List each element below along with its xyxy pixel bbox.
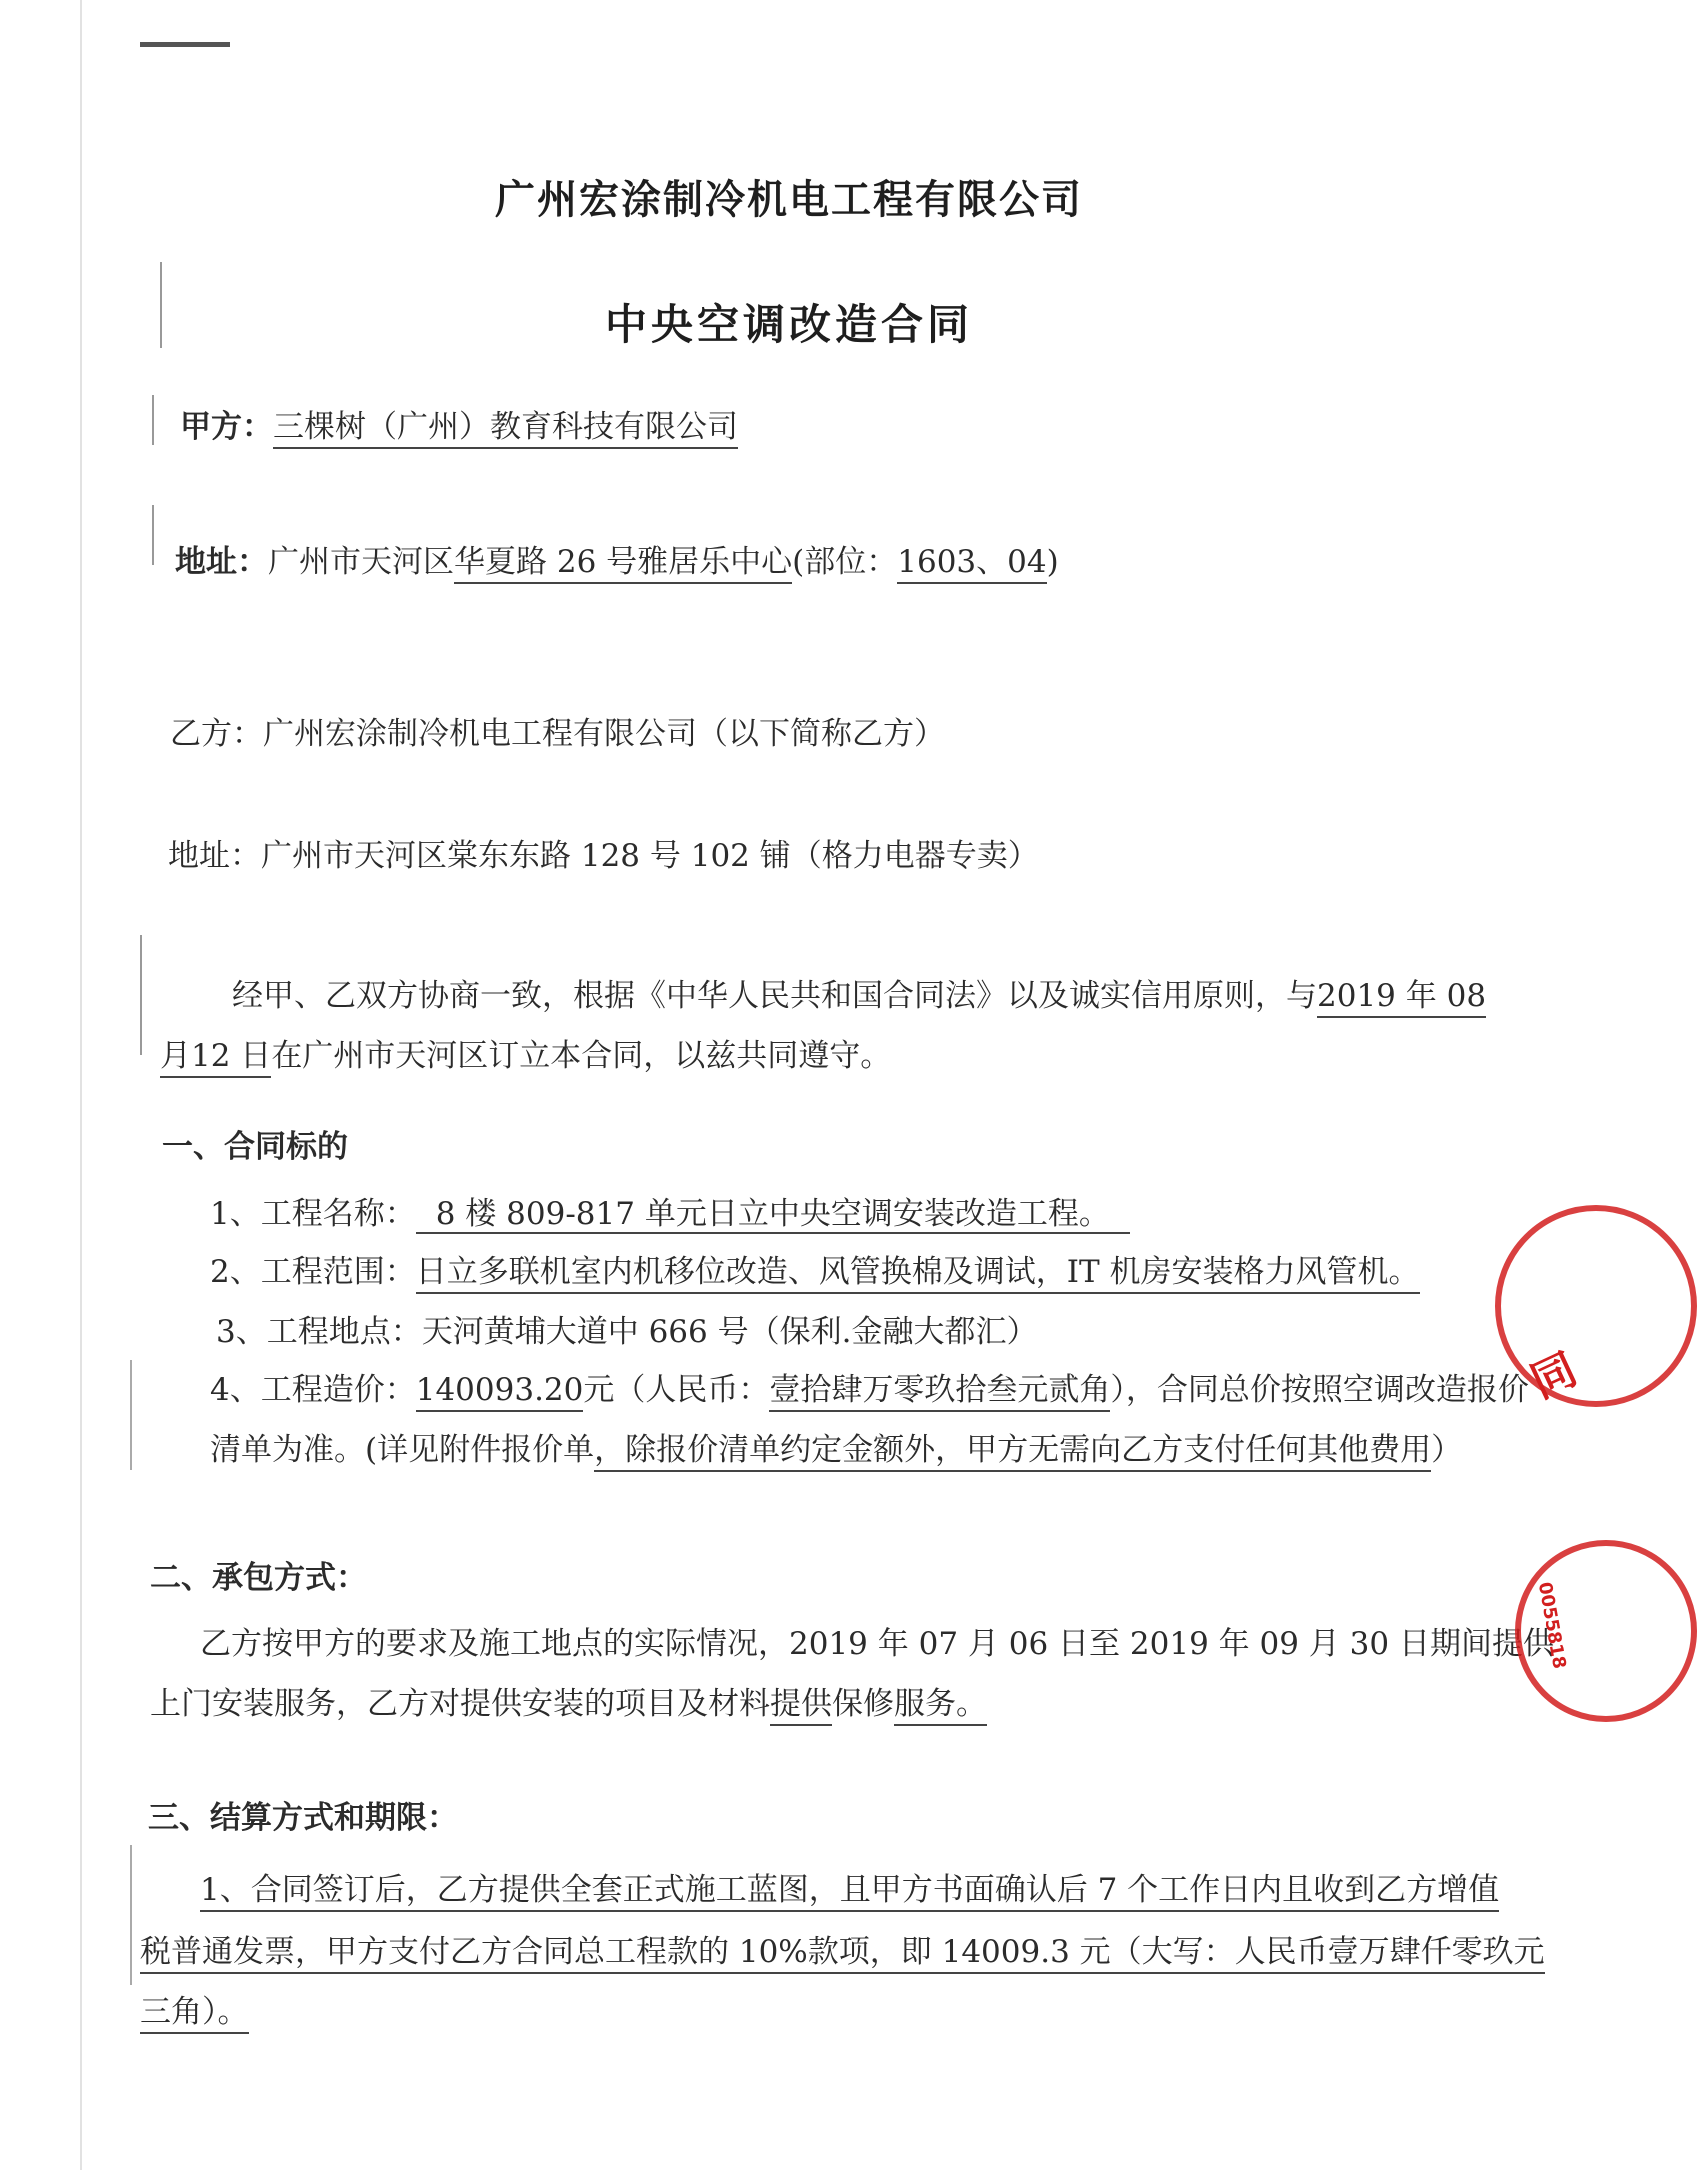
party-a-address-unit: 1603、04 (897, 544, 1046, 584)
scan-mark (140, 42, 230, 47)
party-a-address-street: 华夏路 26 号雅居乐中心 (454, 544, 792, 584)
section3-para1-text3: 三角）。 (140, 1994, 249, 2034)
item4-label: 4、工程造价： (210, 1372, 416, 1408)
party-a-address-prefix: 广州市天河区 (268, 544, 454, 580)
item4-chinese: 壹拾肆万零玖拾叁元贰角 (769, 1372, 1110, 1412)
section2-heading: 二、承包方式： (150, 1560, 367, 1596)
section2-line1: 乙方按甲方的要求及施工地点的实际情况，2019 年 07 月 06 日至 2019 年 09 月 30 日期间提供 (200, 1626, 1554, 1662)
section2-line2b: 提供 (770, 1686, 832, 1726)
item4-text2: ），合同总价按照空调改造报价 (1110, 1372, 1529, 1408)
party-a-address-label: 地址： (175, 544, 268, 580)
section1-item3 (216, 1310, 1037, 1354)
section2-line2d: 服务。 (894, 1686, 987, 1726)
party-a-address-line (175, 540, 1059, 584)
party-a-name: 三棵树（广州）教育科技有限公司 (273, 409, 738, 449)
company-seal-top (1495, 1205, 1697, 1407)
scan-tick (152, 505, 154, 565)
party-a-line (180, 405, 738, 449)
item3-value: 天河黄埔大道中 666 号（保利.金融大都汇） (421, 1314, 1038, 1350)
party-a-address-open: (部位： (792, 544, 898, 580)
scan-tick (130, 1360, 132, 1470)
item2-label: 2、工程范围： (210, 1254, 416, 1290)
section3-para1-line2 (140, 1930, 1545, 1974)
seal-number: 0055818 (1533, 1580, 1570, 1671)
party-b-name: 广州宏涂制冷机电工程有限公司（以下简称乙方） (263, 716, 945, 752)
scan-tick (130, 1845, 132, 1985)
document-title: 中央空调改造合同 (604, 300, 973, 349)
item4-amount: 140093.20 (416, 1372, 584, 1412)
preamble-paragraph (160, 966, 1520, 1086)
section3-heading: 三、结算方式和期限： (148, 1800, 458, 1836)
item4-text1: 元（人民币： (583, 1372, 770, 1408)
item2-value: 日立多联机室内机移位改造、风管换棉及调试，IT 机房安装格力风管机。 (416, 1254, 1420, 1294)
seal-char: 同 (1523, 1343, 1585, 1409)
section2-line2 (150, 1682, 987, 1726)
preamble-date1: 2019 年 08 月 (160, 978, 1486, 1078)
party-b-address-line (168, 834, 1039, 878)
section3-para1-text2: 税普通发票，甲方支付乙方合同总工程款的 10%款项，即 14009.3 元（大写：人民币壹万肆仟零玖元 (140, 1934, 1545, 1974)
section1-item2 (210, 1250, 1420, 1294)
item1-label: 1、工程名称： (210, 1196, 416, 1232)
party-b-address: 广州市天河区棠东东路 128 号 102 铺（格力电器专卖） (261, 838, 1039, 874)
item4-text3: 清单为准。(详见附件报价单 (210, 1432, 595, 1468)
preamble-date2: 12 日 (191, 1038, 271, 1078)
section3-para1-line1 (200, 1868, 1499, 1912)
party-a-label: 甲方： (180, 409, 273, 445)
party-b-label: 乙方： (170, 716, 263, 752)
section2-line2a: 上门安装服务，乙方对提供安装的项目及材料 (150, 1686, 770, 1722)
company-header: 广州宏涂制冷机电工程有限公司 (495, 176, 1083, 223)
section1-item4 (210, 1368, 1529, 1412)
section3-para1-text1: 1、合同签订后，乙方提供全套正式施工蓝图，且甲方书面确认后 7 个工作日内且收到乙方增值 (200, 1872, 1499, 1912)
section1-heading: 一、合同标的 (162, 1129, 348, 1165)
item3-label: 3、工程地点： (216, 1314, 422, 1350)
item4-close: ） (1431, 1432, 1463, 1468)
item1-value: 8 楼 809-817 单元日立中央空调安装改造工程。 (416, 1196, 1130, 1234)
item4-note: ，除报价清单约定金额外，甲方无需向乙方支付任何其他费用 (594, 1432, 1431, 1472)
section3-para1-line3 (140, 1990, 249, 2034)
preamble-text2: 在广州市天河区订立本合同，以兹共同遵守。 (271, 1038, 892, 1074)
party-b-line (170, 712, 945, 756)
scan-tick (152, 395, 154, 445)
section1-item1 (210, 1192, 1130, 1236)
section1-item4-cont (210, 1428, 1462, 1472)
scan-tick (140, 935, 142, 1055)
party-a-address-close: ) (1046, 544, 1059, 580)
section2-line2c: 保修 (832, 1686, 894, 1722)
preamble-text1: 经甲、乙双方协商一致，根据《中华人民共和国合同法》以及诚实信用原则，与 (232, 978, 1317, 1014)
party-b-address-label: 地址： (168, 838, 261, 874)
